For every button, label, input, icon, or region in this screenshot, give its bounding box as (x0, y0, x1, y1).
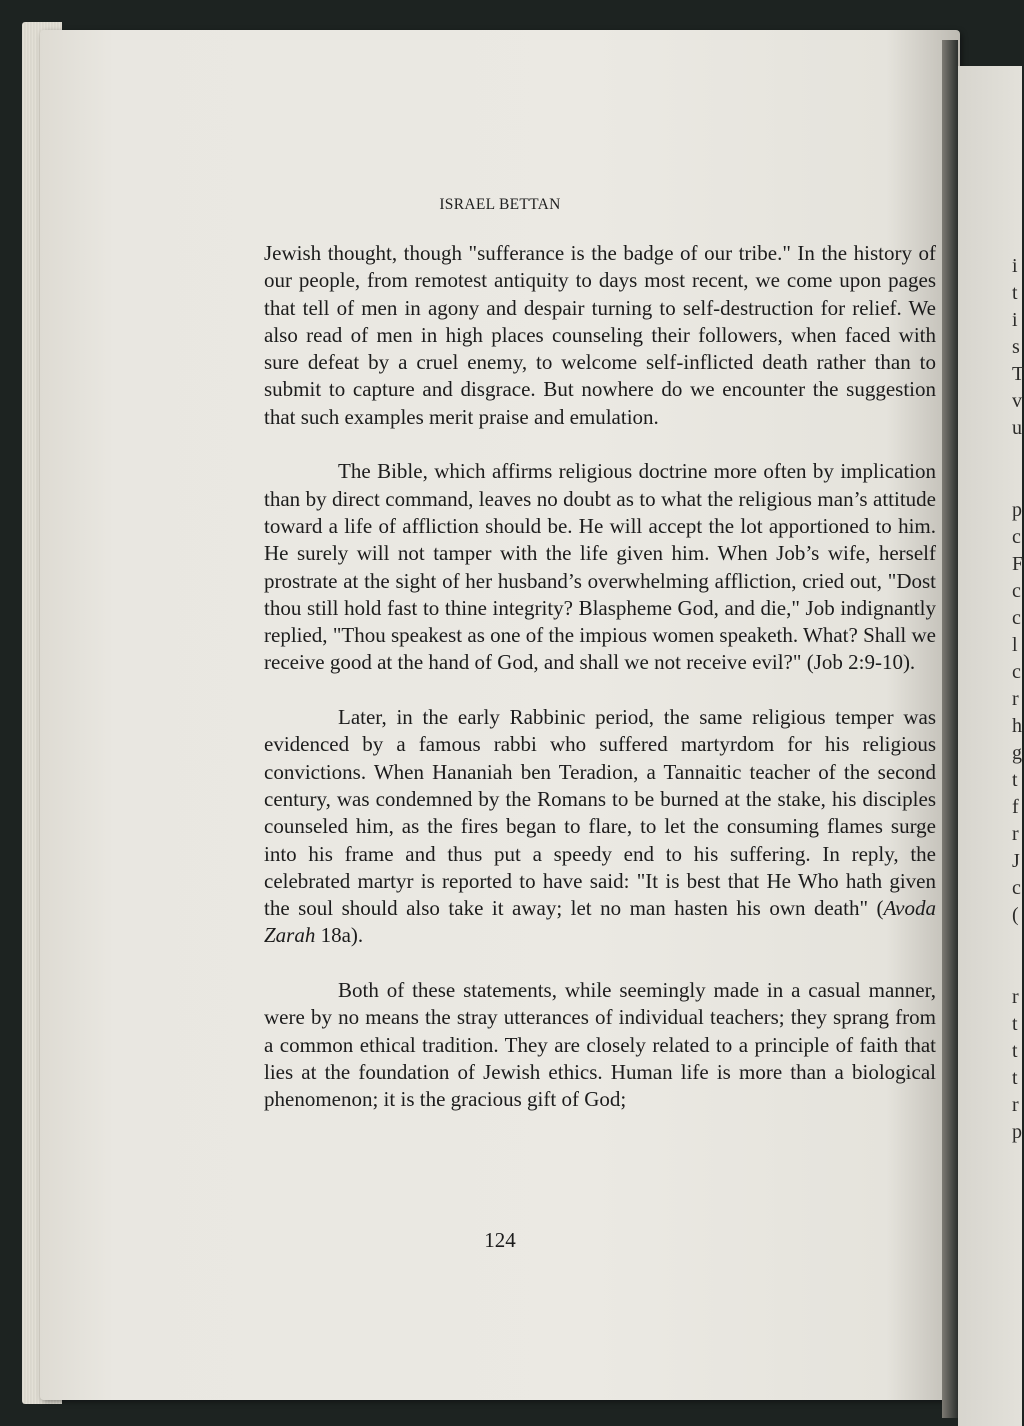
body-text (264, 240, 936, 1141)
left-page (40, 30, 960, 1400)
page-number: 124 (484, 1228, 516, 1252)
paragraph (264, 240, 936, 431)
facing-page-letter: c (1012, 877, 1021, 899)
facing-page-letter: g (1012, 742, 1022, 764)
facing-page-letter: f (1012, 796, 1019, 818)
facing-page-letter: s (1012, 336, 1020, 358)
facing-page-letter: c (1012, 607, 1021, 629)
facing-page-letter: c (1012, 580, 1021, 602)
paragraph (264, 458, 936, 676)
facing-page-letter: p (1012, 499, 1022, 521)
facing-page-letter: F (1012, 553, 1024, 575)
paragraph (264, 704, 936, 950)
paragraph-text: The Bible, which affirms religious doctrine more often by implication than by direct command, leaves no doubt as to what the religious man’s attitude toward a life of affliction should be. He will accept the lot apportioned to him. He surely will not tamper with the life given him. When Job’s wife, herself prostrate at the sight of her husband’s overwhelming affliction, cried out, "Dost thou still hold fast to thine integrity? Blaspheme God, and die," Job indignantly replied, "Thou speakest as one of the impious women speaketh. What? Shall we receive good at the hand of God, and shall we not receive evil?" (Job 2:9-10). (264, 459, 936, 675)
paragraph (264, 977, 936, 1113)
facing-page-letter: h (1012, 715, 1022, 737)
facing-page-letter: t (1012, 1067, 1018, 1089)
paragraph-text: Both of these statements, while seemingly made in a casual manner, were by no means the stray utterances of individual teachers; they sprang from a common ethical tradition. They are closely related to a principle of faith that lies at the foundation of Jewish ethics. Human life is more than a biological phenomenon; it is the gracious gift of God; (264, 978, 936, 1112)
facing-page-letter: v (1012, 390, 1022, 412)
book-gutter (942, 40, 958, 1418)
facing-page-letter: t (1012, 1013, 1018, 1035)
facing-page-letter: p (1012, 1121, 1022, 1143)
facing-page-letter: t (1012, 769, 1018, 791)
facing-page-letter: r (1012, 986, 1019, 1008)
facing-page-letter: ( (1012, 904, 1019, 926)
running-head: ISRAEL BETTAN (439, 196, 561, 213)
citation-title: Avoda Zarah (264, 896, 936, 948)
facing-page-letter: t (1012, 282, 1018, 304)
paragraph-text: Jewish thought, though "sufferance is the badge of our tribe." In the history of our people, from remotest antiquity to days most recent, we come upon pages that tell of men in agony and despair turning to self-destruction for relief. We also read of men in high places counseling their followers, when faced with sure defeat by a cruel enemy, to welcome self-inflicted death rather than to submit to capture and disgrace. But nowhere do we encounter the suggestion that such examples merit praise and emulation. (264, 241, 936, 429)
facing-page-letter: i (1012, 309, 1018, 331)
facing-page-letter: i (1012, 255, 1018, 277)
paragraph-text: 18a). (315, 923, 364, 948)
facing-page-letter: u (1012, 417, 1022, 439)
facing-page-letter: r (1012, 688, 1019, 710)
book-spread (22, 22, 1024, 1404)
facing-page-letter: c (1012, 661, 1021, 683)
facing-page-letter: J (1012, 850, 1020, 872)
facing-page-letter: t (1012, 1040, 1018, 1062)
facing-page-edge (958, 66, 1022, 1426)
facing-page-letter: r (1012, 1094, 1019, 1116)
paragraph-text: Later, in the early Rabbinic period, the same religious temper was evidenced by a famous rabbi who suffered martyrdom for his religious convictions. When Hananiah ben Teradion, a Tannaitic teacher of the second century, was condemned by the Romans to be burned at the stake, his disciples counseled him, as the fires began to flare, to let the consuming flames surge into his frame and thus put a speedy end to his suffering. In reply, the celebrated martyr is reported to have said: "It is best that He Who hath given the soul should also take it away; let no man hasten his own death" ( (264, 705, 936, 921)
facing-page-letter: l (1012, 634, 1018, 656)
facing-page-letter: T (1012, 363, 1024, 385)
facing-page-letter: r (1012, 823, 1019, 845)
facing-page-letter: c (1012, 526, 1021, 548)
